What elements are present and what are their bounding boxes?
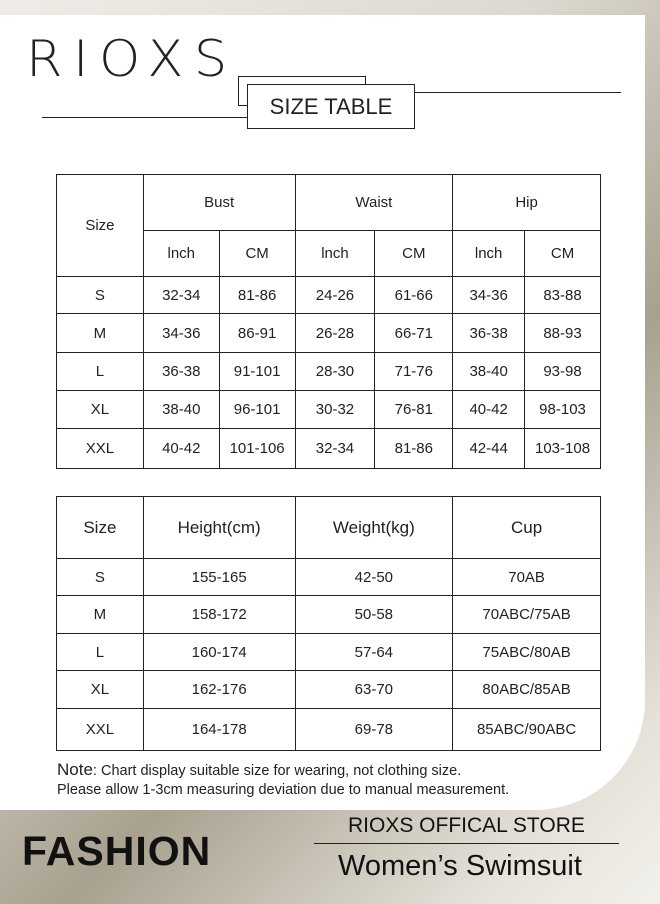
body-measurements-table	[56, 174, 601, 469]
waist-header: Waist	[295, 175, 453, 231]
unit-header: CM	[525, 231, 601, 277]
table-row	[57, 671, 601, 709]
table-cell: 34-36	[453, 277, 525, 314]
height-header: Height(cm)	[143, 497, 295, 559]
table-cell: S	[57, 277, 144, 314]
table-row	[57, 314, 601, 353]
table-cell: 63-70	[295, 671, 453, 709]
note-line-1	[57, 760, 509, 781]
table-cell: 38-40	[143, 391, 219, 429]
table-cell: 103-108	[525, 429, 601, 469]
table-cell: L	[57, 353, 144, 391]
table-cell: XXL	[57, 709, 144, 751]
note-text: : Chart display suitable size for wearing, not clothing size.	[92, 763, 462, 779]
note-line-2: Please allow 1-3cm measuring deviation due to manual measurement.	[57, 782, 510, 798]
table-cell: 81-86	[375, 429, 453, 469]
unit-header: CM	[375, 231, 453, 277]
table-header-row	[57, 497, 601, 559]
bust-header: Bust	[143, 175, 295, 231]
table-cell: 85ABC/90ABC	[453, 709, 601, 751]
hip-header: Hip	[453, 175, 601, 231]
table-cell: 75ABC/80AB	[453, 634, 601, 671]
table-cell: 50-58	[295, 596, 453, 634]
table-row	[57, 277, 601, 314]
product-name: Women’s Swimsuit	[338, 850, 582, 882]
table-cell: 42-50	[295, 559, 453, 596]
table-row	[57, 353, 601, 391]
unit-header: lnch	[295, 231, 375, 277]
table-cell: 70ABC/75AB	[453, 596, 601, 634]
table-cell: 42-44	[453, 429, 525, 469]
table-row	[57, 634, 601, 671]
table-cell: 80ABC/85AB	[453, 671, 601, 709]
size-header: Size	[57, 497, 144, 559]
table-cell: 34-36	[143, 314, 219, 353]
table-cell: 91-101	[219, 353, 295, 391]
table-cell: 162-176	[143, 671, 295, 709]
table-cell: M	[57, 314, 144, 353]
brand-logo: RIOXS	[26, 30, 238, 88]
table-cell: 101-106	[219, 429, 295, 469]
table-cell: 160-174	[143, 634, 295, 671]
table-cell: 36-38	[143, 353, 219, 391]
table-cell: 155-165	[143, 559, 295, 596]
table-cell: 93-98	[525, 353, 601, 391]
divider-line	[42, 117, 270, 118]
table-cell: 32-34	[295, 429, 375, 469]
table-cell: M	[57, 596, 144, 634]
table-cell: 96-101	[219, 391, 295, 429]
size-header: Size	[57, 175, 144, 277]
table-row	[57, 559, 601, 596]
table-cell: 36-38	[453, 314, 525, 353]
table-row	[57, 429, 601, 469]
table-cell: 158-172	[143, 596, 295, 634]
weight-header: Weight(kg)	[295, 497, 453, 559]
table-row	[57, 391, 601, 429]
table-row	[57, 596, 601, 634]
table-cell: 61-66	[375, 277, 453, 314]
table-cell: 40-42	[453, 391, 525, 429]
table-cell: 69-78	[295, 709, 453, 751]
height-weight-cup-table	[56, 496, 601, 751]
size-note	[57, 760, 509, 800]
fashion-label: FASHION	[22, 828, 212, 874]
table-cell: 32-34	[143, 277, 219, 314]
table-cell: 28-30	[295, 353, 375, 391]
table-cell: 71-76	[375, 353, 453, 391]
table-cell: S	[57, 559, 144, 596]
table-cell: L	[57, 634, 144, 671]
table-cell: XL	[57, 671, 144, 709]
table-cell: 88-93	[525, 314, 601, 353]
table-cell: 24-26	[295, 277, 375, 314]
table-cell: 26-28	[295, 314, 375, 353]
table-cell: 38-40	[453, 353, 525, 391]
cup-header: Cup	[453, 497, 601, 559]
table-cell: 76-81	[375, 391, 453, 429]
table-cell: 40-42	[143, 429, 219, 469]
table-cell: 66-71	[375, 314, 453, 353]
table-cell: 98-103	[525, 391, 601, 429]
page-title: SIZE TABLE	[247, 84, 415, 129]
table-cell: 81-86	[219, 277, 295, 314]
footer-divider	[314, 843, 619, 844]
table-cell: 83-88	[525, 277, 601, 314]
table-cell: 70AB	[453, 559, 601, 596]
table-cell: 30-32	[295, 391, 375, 429]
table-cell: XL	[57, 391, 144, 429]
table-cell: 86-91	[219, 314, 295, 353]
unit-header: lnch	[143, 231, 219, 277]
table-cell: 164-178	[143, 709, 295, 751]
table-row	[57, 709, 601, 751]
unit-header: CM	[219, 231, 295, 277]
table-cell: XXL	[57, 429, 144, 469]
note-label: Note	[57, 760, 93, 779]
table-cell: 57-64	[295, 634, 453, 671]
table-header-row	[57, 175, 601, 231]
store-name: RIOXS OFFICAL STORE	[348, 814, 585, 837]
unit-header: lnch	[453, 231, 525, 277]
